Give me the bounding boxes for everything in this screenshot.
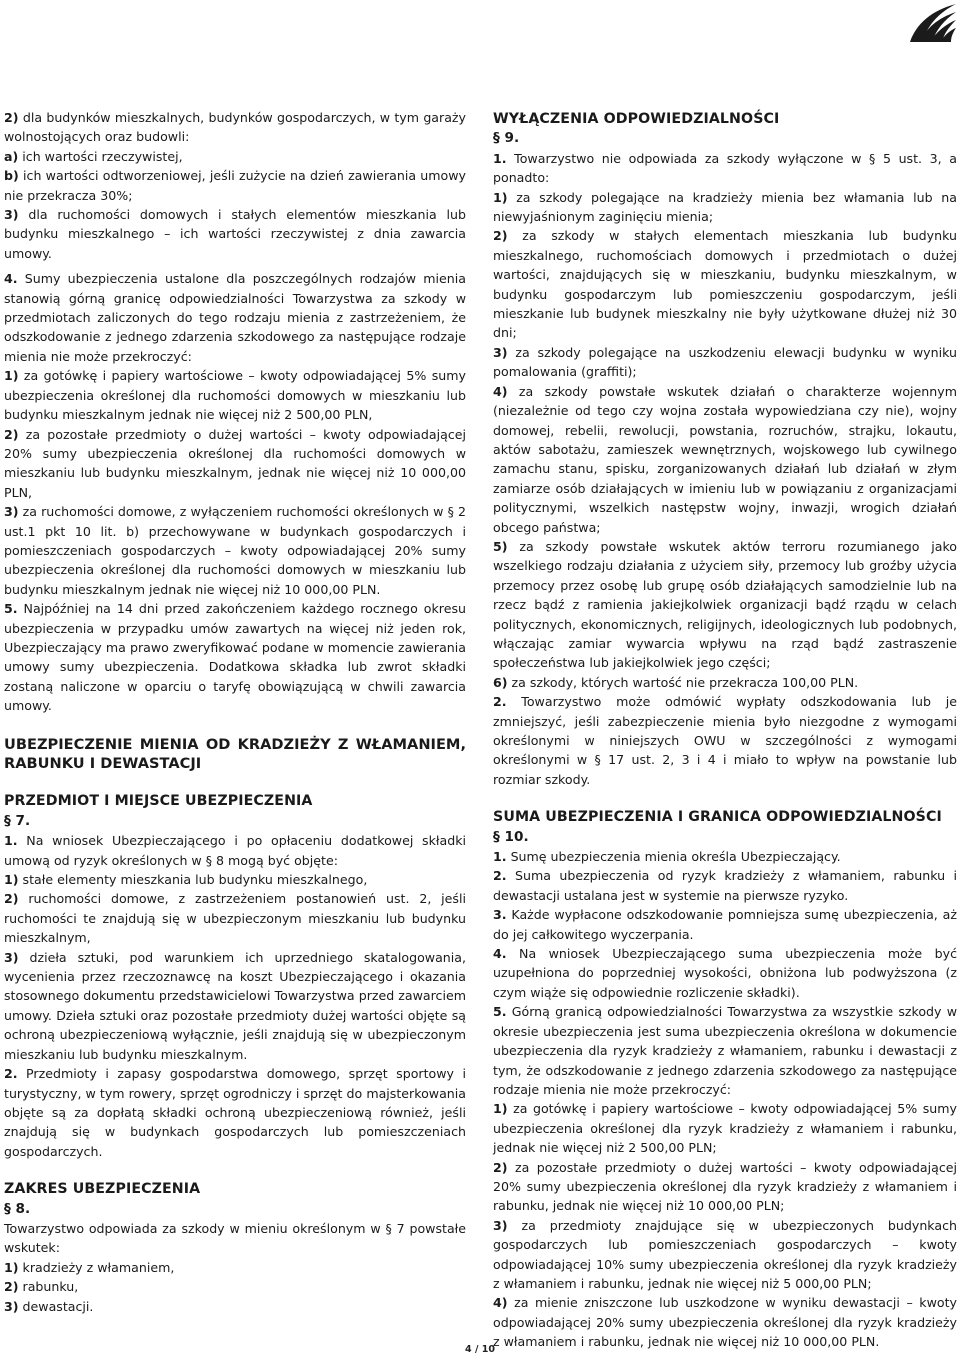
paragraph: 3) za szkody polegające na uszkodzeniu elewacji budynku w wyniku pomalowania (graffiti); bbox=[493, 344, 957, 380]
paragraph: 1. Na wniosek Ubezpieczającego i po opłaceniu dodatkowej składki umową od ryzyk określonych w § 8 mogą być objęte: bbox=[4, 833, 466, 868]
paragraph-number: § 10. bbox=[493, 828, 529, 845]
paragraph: 5) za szkody powstałe wskutek aktów terroru rozumianego jako wszelkiego rodzaju działania z użyciem siły, przemocy lub groźby użycia przemocy przez osobę lub grupę osób działających samodzielnie lub na rzecz bądź z ramienia jakiejkolwiek organizacji bądź rządu w celach politycznych, ekonomicznych, religijnych, ideologicznych lub podobnych, włączając zamiar wywarcia wpływu na rząd bądź zastraszenie społeczeństwa lub jakiejkolwiek jego części; bbox=[493, 538, 957, 671]
paragraph: 3) dla ruchomości domowych i stałych elementów mieszkania lub budynku mieszkalnego – ich wartości rzeczywistej z dnia zawarcia umowy. bbox=[4, 207, 466, 261]
section-heading: UBEZPIECZENIE MIENIA OD KRADZIEŻY Z WŁAMANIEM, RABUNKU I DEWASTACJI bbox=[4, 735, 466, 772]
paragraph: 2) za pozostałe przedmioty o dużej wartości – kwoty odpowiadającej 20% sumy ubezpieczenia określonej dla ruchomości domowych w mieszkaniu lub budynku mieszkalnym, jednak nie więcej niż 10 000,00 PLN, bbox=[4, 426, 466, 500]
paragraph: 2. Przedmioty i zapasy gospodarstwa domowego, sprzęt sportowy i turystyczny, w tym rowery, sprzęt ogrodniczy i sprzęt do majsterkowania objęte są za dopłatą składki ochroną ubezpieczeniową również, jeśli znajdują się w budynkach gospodarczych lub pomieszczeniach gospodarczych. bbox=[4, 1066, 466, 1159]
left-column bbox=[4, 108, 466, 1316]
paragraph: Towarzystwo odpowiada za szkody w mieniu określonym w § 7 powstałe wskutek: bbox=[4, 1220, 466, 1256]
paragraph-number: § 8. bbox=[4, 1200, 31, 1217]
paragraph: 1) stałe elementy mieszkania lub budynku mieszkalnego, bbox=[4, 872, 368, 888]
paragraph: 1) za szkody polegające na kradzieży mienia bez włamania lub na niewyjaśnionym zaginięciu mienia; bbox=[493, 189, 957, 225]
paragraph-number: § 7. bbox=[4, 812, 31, 829]
paragraph: 4) za mienie zniszczone lub uszkodzone w wyniku dewastacji – kwoty odpowiadającej 20% sumy ubezpieczenia określonej dla ryzyk kradzieży z włamaniem i rabunku, jednak nie więcej niż 10 000,00 PLN. bbox=[493, 1295, 957, 1350]
paragraph: 1) kradzieży z włamaniem, bbox=[4, 1259, 175, 1275]
paragraph: 5. Górną granicą odpowiedzialności Towarzystwa za wszystkie szkody w okresie ubezpieczenia jest suma ubezpieczenia określona w dokumencie ubezpieczenia dla ryzyk kradzieży z włamaniem, rabunku i dewastacji z tym, że odszkodowanie z jednego zdarzenia szkodowego za następujące rodzaje mienia nie może przekroczyć: bbox=[493, 1004, 957, 1097]
paragraph: 4) za szkody powstałe wskutek działań o charakterze wojennym (niezależnie od tego czy wojna została wypowiedziana czy nie), wojny domowej, rebelii, rewolucji, powstania, rozruchów, strajku, lokautu, aktów sabotażu, zamieszek wewnętrznych, wojskowego lub cywilnego zamachu stanu, spisku, zorganizowanych działań lub działań w złym zamiarze osób działających w imieniu lub w powiązaniu z organizacjami politycznymi, wszelkich następstw wojny, inwazji, wrogich działań obcego państwa; bbox=[493, 383, 957, 535]
paragraph-number: § 9. bbox=[493, 130, 520, 147]
subsection-heading: PRZEDMIOT I MIEJSCE UBEZPIECZENIA bbox=[4, 793, 313, 810]
paragraph: 5. Najpóźniej na 14 dni przed zakończeniem każdego rocznego okresu ubezpieczenia w przypadku umów zawartych na więcej niż jeden rok, Ubezpieczający ma prawo zweryfikować podane w momencie zawierania umowy sumy ubezpieczenia. Dodatkowa składka lub zwrot składki zostaną naliczone w oparciu o taryfę obowiązującą w chwili zawarcia umowy. bbox=[4, 601, 466, 714]
subsection-heading: SUMA UBEZPIECZENIA I GRANICA ODPOWIEDZIALNOŚCI bbox=[493, 809, 942, 826]
paragraph: 2. Suma ubezpieczenia od ryzyk kradzieży z włamaniem, rabunku i dewastacji ustalana jest w systemie na pierwsze ryzyko. bbox=[493, 868, 957, 903]
paragraph: 1. Towarzystwo nie odpowiada za szkody wyłączone w § 5 ust. 3, a ponadto: bbox=[493, 150, 957, 186]
paragraph: 2. Towarzystwo może odmówić wypłaty odszkodowania lub je zmniejszyć, jeśli zabezpieczenie mienia było niezgodne z wymogami określonymi w niniejszych OWU w szczególności z wymogami określonymi w § 17 ust. 2, 3 i 4 i miało to wpływ na powstanie lub rozmiar szkody. bbox=[493, 694, 957, 787]
paragraph: a) ich wartości rzeczywistej, bbox=[4, 148, 183, 164]
paragraph: b) ich wartości odtworzeniowej, jeśli zużycie na dzień zawierania umowy nie przekracza 30%; bbox=[4, 168, 466, 203]
paragraph: 4. Sumy ubezpieczenia ustalone dla poszczególnych rodzajów mienia stanowią górną granicę odpowiedzialności Towarzystwa za szkody w przedmiotach zaliczonych do tego rodzaju mienia z zastrzeżeniem, że odszkodowanie z jednego zdarzenia szkodowego za następujące rodzaje mienia nie może przekroczyć: bbox=[4, 271, 466, 364]
paragraph: 1) za gotówkę i papiery wartościowe – kwoty odpowiadającej 5% sumy ubezpieczenia określonej dla ryzyk kradzieży z włamaniem i rabunku, jednak nie więcej niż 2 500,00 PLN; bbox=[493, 1101, 957, 1156]
paragraph: 2) za szkody w stałych elementach mieszkania lub budynku mieszkalnego, ruchomościach domowych i przedmiotach o dużej wartości, znajdujących się w mieszkaniu, budynku mieszkalnym, w budynku gospodarczym lub pomieszczeniu gospodarczym, jeśli mieszkanie lub budynek mieszkalny nie były użytkowane dłużej niż 30 dni; bbox=[493, 228, 957, 341]
paragraph: 2) ruchomości domowe, z zastrzeżeniem postanowień ust. 2, jeśli ruchomości te znajdują się w ubezpieczonym mieszkaniu lub budynku mieszkalnym, bbox=[4, 891, 466, 946]
brand-swoosh-icon bbox=[906, 2, 958, 44]
paragraph: 3) za ruchomości domowe, z wyłączeniem ruchomości określonych w § 2 ust.1 pkt 10 lit. b) przechowywane w budynkach gospodarczych i pomieszczeniach gospodarczych – kwoty odpowiadającej 20% sumy ubezpieczenia określonej dla ruchomości domowych w mieszkaniu lub budynku mieszkalnym jednak nie więcej niż 10 000,00 PLN. bbox=[4, 504, 466, 597]
paragraph: 1. Sumę ubezpieczenia mienia określa Ubezpieczający. bbox=[493, 849, 841, 865]
paragraph: 2) rabunku, bbox=[4, 1279, 79, 1295]
paragraph: 2) za pozostałe przedmioty o dużej wartości – kwoty odpowiadającej 20% sumy ubezpieczenia określonej dla ryzyk kradzieży z włamaniem i rabunku, jednak nie więcej niż 10 000,00 PLN; bbox=[493, 1159, 957, 1214]
paragraph: 6) za szkody, których wartość nie przekracza 100,00 PLN. bbox=[493, 674, 859, 690]
paragraph: 3) za przedmioty znajdujące się w ubezpieczonych budynkach gospodarczych lub pomieszczeniach gospodarczych – kwoty odpowiadającej 10% sumy ubezpieczenia określonej dla ryzyk kradzieży z włamaniem i rabunku, jednak nie więcej niż 5 000,00 PLN; bbox=[493, 1217, 957, 1291]
paragraph: 3. Każde wypłacone odszkodowanie pomniejsza sumę ubezpieczenia, aż do jej całkowitego wyczerpania. bbox=[493, 907, 957, 942]
page-number: 4 / 10 bbox=[465, 1344, 495, 1355]
subsection-heading: WYŁĄCZENIA ODPOWIEDZIALNOŚCI bbox=[493, 111, 780, 127]
paragraph: 3) dewastacji. bbox=[4, 1298, 94, 1314]
paragraph: 1) za gotówkę i papiery wartościowe – kwoty odpowiadającej 5% sumy ubezpieczenia określonej dla ruchomości domowych w mieszkaniu lub budynku mieszkalnym jednak nie więcej niż 2 500,00 PLN, bbox=[4, 368, 466, 423]
paragraph: 3) dzieła sztuki, pod warunkiem ich uprzedniego skatalogowania, wycenienia przez rzeczoznawcę na koszt Ubezpieczającego i okazania stosownego dokumentu przedstawicielowi Towarzystwa przed zawarciem umowy. Dzieła sztuki oraz pozostałe przedmioty dużej wartości objęte są ochroną ubezpieczeniową wyłącznie, jeśli znajdują się w ubezpieczonym mieszkaniu lub budynku mieszkalnym. bbox=[4, 949, 466, 1062]
subsection-heading: ZAKRES UBEZPIECZENIA bbox=[4, 1181, 201, 1198]
paragraph: 4. Na wniosek Ubezpieczającego suma ubezpieczenia może być uzupełniona do poprzedniej wysokości, obniżona lub podwyższona (z czym wiąże się odpowiednie rozliczenie składki). bbox=[493, 946, 957, 1000]
right-column bbox=[493, 110, 957, 1352]
paragraph: 2) dla budynków mieszkalnych, budynków gospodarczych, w tym garaży wolnostojących oraz budowli: bbox=[4, 110, 466, 145]
